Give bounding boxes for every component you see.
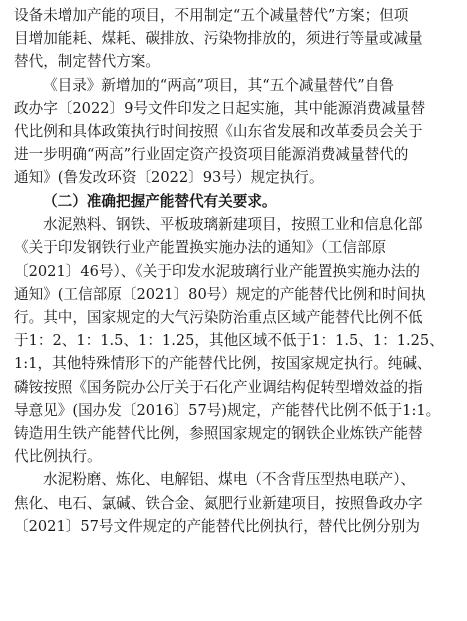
text-line: 水泥熟料、钢铁、平板玻璃新建项目，按照工业和信息化部 <box>43 216 423 234</box>
text-line: 铸造用生铁产能替代比例，参照国家规定的钢铁企业炼铁产能替 <box>14 425 423 443</box>
text-line: 磷铵按照《国务院办公厅关于石化产业调结构促转型增效益的指 <box>14 378 423 396</box>
text-line: 代比例执行。 <box>14 448 102 466</box>
paragraph-continuation <box>14 4 453 74</box>
text-line: 〔2021〕46号）、《关于印发水泥玻璃行业产能置换实施办法的 <box>14 262 420 280</box>
text-line: 替代，制定替代方案。 <box>14 53 160 71</box>
text-line: 焦化、电石、氯碱、铁合金、氮肥行业新建项目，按照鲁政办字 <box>14 494 423 512</box>
text-line: 〔2021〕57号文件规定的产能替代比例执行，替代比例分别为 <box>14 517 420 535</box>
paragraph-catalog-projects <box>14 74 453 190</box>
text-line: 政办字〔2022〕9号文件印发之日起实施，其中能源消费减量替 <box>14 99 426 117</box>
paragraph-industry-list <box>14 468 453 538</box>
text-line: 1:1，其他特殊情形下的产能替代比例，按国家规定执行。纯碱、 <box>14 355 432 373</box>
text-line: 水泥粉磨、炼化、电解铝、煤电（不含背压型热电联产）、 <box>43 471 416 489</box>
text-line: 于1：2、1：1.5、1：1.25，其他区域不低于1：1.5、1：1.25、 <box>14 332 444 350</box>
paragraph-capacity-replacement <box>14 213 453 468</box>
text-line: 《目录》新增加的“两高”项目，其“五个减量替代”自鲁 <box>43 76 394 94</box>
text-line: 行。其中，国家规定的大气污染防治重点区域产能替代比例不低 <box>14 309 423 327</box>
text-line: 通知》(工信部原〔2021〕80号）规定的产能替代比例和时间执 <box>14 285 426 303</box>
section-heading: （二）准确把握产能替代有关要求。 <box>43 192 277 210</box>
text-line: 目增加能耗、煤耗、碳排放、污染物排放的，须进行等量或减量 <box>14 30 423 48</box>
text-line: 《关于印发钢铁行业产能置换实施办法的通知》（工信部原 <box>14 239 387 257</box>
text-line: 进一步明确“两高”行业固定资产投资项目能源消费减量替代的 <box>14 146 409 164</box>
text-line: 导意见》(国办发〔2016〕57号)规定，产能替代比例不低于1:1。 <box>14 401 441 419</box>
text-line: 代比例和具体政策执行时间按照《山东省发展和改革委员会关于 <box>14 123 423 141</box>
text-line: 设备未增加产能的项目，不用制定“五个减量替代”方案；但项 <box>14 7 409 24</box>
text-line: 通知》(鲁发改环资〔2022〕93号）规定执行。 <box>14 169 324 187</box>
